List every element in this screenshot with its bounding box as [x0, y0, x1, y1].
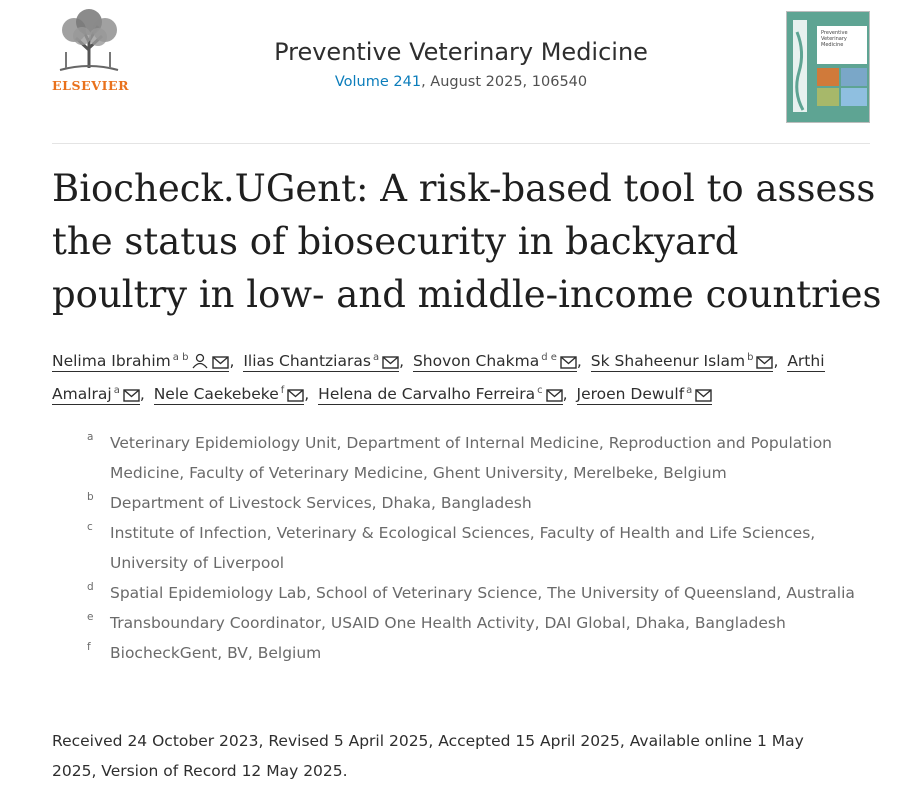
author-name: Helena de Carvalho Ferreira [318, 385, 536, 403]
article-title: Biocheck.UGent: A risk-based tool to assess the status of biosecurity in backyard poultry in low- and middle-income countries [52, 167, 882, 316]
author-link[interactable] [52, 352, 229, 372]
email-icon [212, 356, 229, 369]
journal-cover-image [787, 12, 869, 122]
journal-title[interactable]: Preventive Veterinary Medicine [274, 38, 648, 66]
email-icon [756, 356, 773, 369]
email-icon [695, 389, 712, 402]
author-name: Nelima Ibrahim [52, 352, 171, 370]
author-name: Arthi Amalraj [52, 352, 825, 403]
author-affiliation-refs: c [537, 385, 543, 396]
author-affiliation-refs: b [747, 352, 754, 363]
cover-title-line-2: Veterinary [821, 36, 847, 42]
issue-details: , August 2025, 106540 [421, 74, 588, 90]
affiliation-text: Veterinary Epidemiology Unit, Department of Internal Medicine, Reproduction and Population Medicine, Faculty of Veterinary Medicine, Ghent University, Merelbeke, Belgium [110, 434, 832, 482]
journal-cover[interactable] [786, 11, 870, 123]
email-icon [123, 389, 140, 402]
affiliation-list [87, 428, 877, 668]
author-affiliation-refs: f [280, 385, 285, 396]
affiliation-item [87, 608, 877, 638]
affiliation-item [87, 638, 877, 668]
email-icon [560, 356, 577, 369]
author-link[interactable] [318, 385, 562, 405]
affiliation-item [87, 518, 877, 578]
article-history-dates: Received 24 October 2023, Revised 5 April 2025, Accepted 15 April 2025, Available online 1 May 2025, Version of Record 12 May 2025. [52, 732, 804, 780]
author-name: Shovon Chakma [412, 352, 540, 370]
email-icon [287, 389, 304, 402]
email-icon [546, 389, 563, 402]
person-icon [191, 353, 209, 369]
author-name: Jeroen Dewulf [576, 385, 685, 403]
affiliation-label: a [87, 431, 94, 443]
journal-info [52, 38, 870, 90]
cover-title-line-1: Preventive [821, 30, 848, 36]
author-link[interactable] [591, 352, 774, 372]
author-affiliation-refs: a b [172, 352, 189, 363]
affiliation-text: BiocheckGent, BV, Belgium [110, 644, 322, 662]
email-icon [382, 356, 399, 369]
affiliation-label: b [87, 491, 94, 503]
affiliation-label: e [87, 611, 94, 623]
affiliation-item [87, 578, 877, 608]
affiliation-text: Department of Livestock Services, Dhaka, Bangladesh [110, 494, 532, 512]
affiliation-label: f [87, 641, 91, 653]
author-name: Nele Caekebeke [153, 385, 279, 403]
journal-header [52, 8, 870, 144]
publisher-name: ELSEVIER [52, 78, 130, 93]
author-affiliation-refs: a [113, 385, 120, 396]
author-name: Ilias Chantziaras [243, 352, 371, 370]
affiliation-text: Institute of Infection, Veterinary & Ecological Sciences, Faculty of Health and Life Sciences, University of Liverpool [110, 524, 816, 572]
author-list: Nelima Ibrahim $^{a b}$ , Ilias Chantziaras $^a$ , Shovon Chakma $^{d e}$ , Sk Shaheenur Islam $^b$ , Arthi Amalraj $^a$ , Nele Caekebeke $^f$ , Helena de Carvalho Ferreira $^c$ , Jeroen Dewulf $^a$ [52, 352, 825, 403]
cover-title-line-3: Medicine [821, 42, 844, 48]
author-link[interactable] [243, 352, 399, 372]
affiliation-text: Spatial Epidemiology Lab, School of Veterinary Science, The University of Queensland, Australia [110, 584, 855, 602]
author-name: Sk Shaheenur Islam [590, 352, 746, 370]
author-link[interactable] [154, 385, 305, 405]
affiliation-text: Transboundary Coordinator, USAID One Health Activity, DAI Global, Dhaka, Bangladesh [110, 614, 786, 632]
author-affiliation-refs: d e [541, 352, 557, 363]
author-affiliation-refs: a [372, 352, 380, 363]
issue-line [52, 74, 870, 90]
author-link[interactable] [577, 385, 713, 405]
affiliation-item [87, 488, 877, 518]
affiliation-item [87, 428, 877, 488]
author-link[interactable] [413, 352, 577, 372]
affiliation-label: d [87, 581, 94, 593]
author-affiliation-refs: a [686, 385, 693, 396]
volume-link[interactable]: Volume 241 [334, 74, 422, 90]
affiliation-label: c [87, 521, 93, 533]
